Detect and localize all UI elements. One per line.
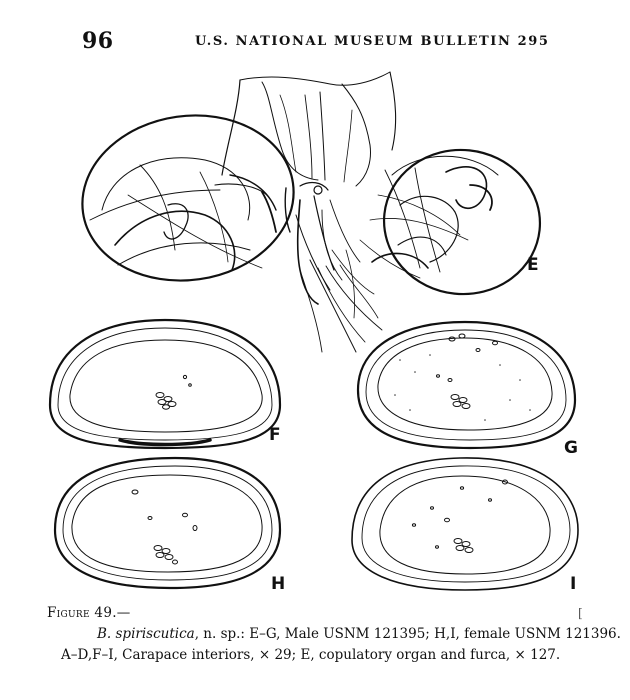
figure-caption	[47, 603, 621, 666]
panel-label-h: H	[271, 574, 286, 594]
species-name: B. spiriscutica	[97, 626, 195, 642]
caption-line-1	[47, 624, 621, 645]
panel-f-drawing	[50, 320, 280, 448]
panel-e-drawing	[72, 72, 547, 352]
panel-g-drawing	[358, 322, 575, 448]
panel-label-g: G	[564, 438, 578, 458]
figure-label: Figure 49.—	[47, 605, 131, 621]
panel-h-drawing	[55, 458, 280, 588]
panel-label-e: E	[527, 255, 539, 275]
edge-mark: [	[578, 606, 583, 620]
running-header: U.S. NATIONAL MUSEUM BULLETIN 295	[195, 34, 550, 49]
panel-i-drawing	[352, 458, 578, 590]
caption-line-2: A–D,F–I, Carapace interiors, × 29; E, copulatory organ and furca, × 127.	[61, 647, 561, 663]
caption-line-label	[47, 603, 607, 624]
caption-line-1-text: , n. sp.: E–G, Male USNM 121395; H,I, female USNM 121396.	[194, 626, 621, 642]
panel-label-i: I	[570, 574, 577, 594]
panel-label-f: F	[269, 425, 281, 445]
page-number: 96	[82, 28, 114, 54]
panel-g-stipple	[394, 354, 531, 421]
